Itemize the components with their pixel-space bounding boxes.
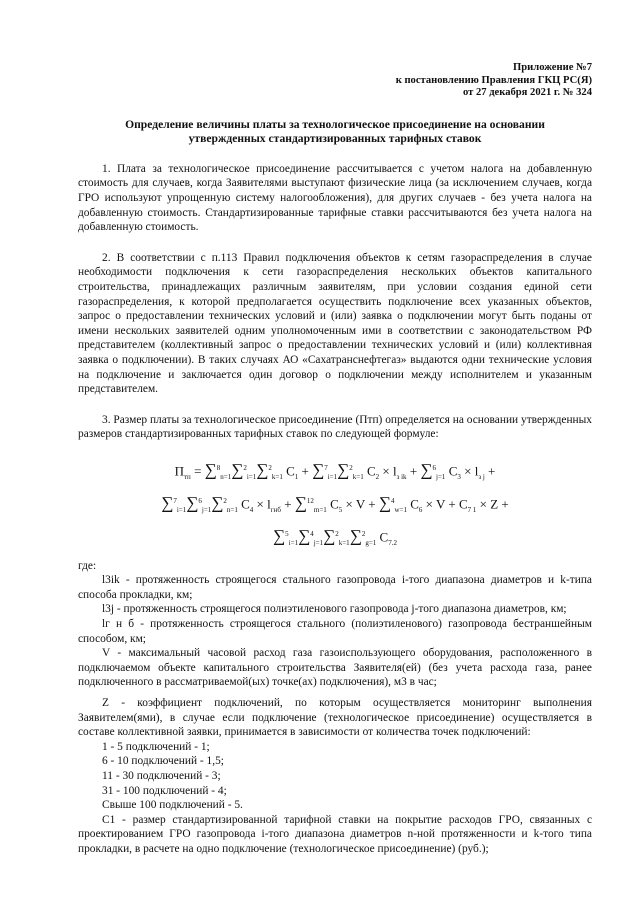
appendix-number: Приложение №7 bbox=[513, 62, 592, 73]
document-title bbox=[78, 118, 592, 146]
document-page bbox=[78, 62, 592, 857]
list-item: Свыше 100 подключений - 5. bbox=[102, 799, 243, 812]
definition-l3ik: l3ik - протяженность строящегося стального газопровода i-того диапазона диаметров и k-типа способа прокладки, км; bbox=[78, 574, 592, 601]
paragraph-3: 3. Размер платы за технологическое присоединение (Птп) определяется на основании утвержденных размеров стандартизированных тарифных ставок по следующей формуле: bbox=[78, 413, 592, 441]
tariff-formula bbox=[78, 456, 592, 555]
title-line-1: Определение величины платы за технологическое присоединение на основании bbox=[125, 117, 545, 131]
z-coefficient-list bbox=[78, 740, 592, 813]
appendix-decree: к постановлению Правления ГКЦ РС(Я) bbox=[395, 74, 592, 86]
title-line-2: утвержденных стандартизированных тарифных ставок bbox=[188, 131, 482, 145]
appendix-date: от 27 декабря 2021 г. № 324 bbox=[462, 87, 592, 99]
list-item: 6 - 10 подключений - 1,5; bbox=[102, 755, 224, 768]
appendix-header bbox=[78, 62, 592, 100]
paragraph-2: 2. В соответствии с п.113 Правил подключения объектов к сетям газораспределения в случае необходимости подключения к сети газораспределения нескольких объектов капитального строительства, принадлежащих различным заявителям, при условии создания единой сети газораспределения, к которой предполагается осуществить подключение всех указанных объектов, запрос о предоставлении технических условий и (или) заявка о подключении могут быть поданы от имени нескольких заявителей одним уполномоченным ими в соответствии с законодательством РФ представителем (коллективный запрос о предоставлении технических условий и (или) коллективная заявка о подключении). В таких случаях АО «Сахатранснефтегаз» выдаются одни технические условия на подключение и заключается один договор о подключении между исполнителем и указанным представителем. bbox=[78, 251, 592, 396]
formula-line-2: ∑$^7_{i=1}$∑$^6_{j=1}$∑$^2_{n=1}$ $C_4 \times l_{гнб} + \sum^{12}_{m=1}$ $C_5 \times V + \sum^4_{w=1}$ $C_6 \times V + C_{7 1} \times Z$ + bbox=[161, 493, 509, 514]
list-item: 1 - 5 подключений - 1; bbox=[102, 740, 210, 753]
definition-z: Z - коэффициент подключений, по которым осуществляется мониторинг выполнения Заявителем(ями), в случае если подключение (технологическое присоединение) осуществляется в составе коллективной заявки, принимается в зависимости от количества точек подключений: bbox=[78, 696, 592, 739]
where-label: где: bbox=[78, 559, 97, 572]
definition-lgnb: lг н б - протяженность строящегося стального (полиэтиленового) газопровода бестраншейным способом, км; bbox=[78, 618, 592, 645]
definition-v: V - максимальный часовой расход газа газоиспользующего оборудования, расположенного в подключаемом объекте капитального строительства Заявителя(ей) (без учета расхода газа, ранее подключенного в рассматриваемой(ых) точке(ах) подключения), м3 в час; bbox=[78, 647, 592, 689]
list-item: 11 - 30 подключений - 3; bbox=[102, 769, 221, 782]
definition-l3j: l3j - протяженность строящегося полиэтиленового газопровода j-того диапазона диаметров, км; bbox=[102, 603, 567, 616]
formula-line-1: $П_{тп} = \sum^8_{n=1}\sum^2_{i=1}\sum^2_{k=1}$ $C_1 + \sum^7_{i=1}\sum^2_{k=1}$ $C_2 \times l_{з ik} + \sum^6_{j=1}$ $C_3 \times l_{з j}$ + bbox=[174, 460, 496, 481]
definition-c1: C1 - размер стандартизированной тарифной ставки на покрытие расходов ГРО, связанных с проектированием ГРО газопровода i-того диапазона диаметров n-ной протяженности и k-того типа прокладки, в расчете на одно подключение (технологическое присоединение) (руб.); bbox=[78, 813, 592, 855]
formula-line-3: ∑$^5_{i=1}$∑$^4_{j=1}$∑$^2_{k=1}$∑$^2_{g=1}$ $C_{7.2}$ bbox=[273, 526, 397, 547]
list-item: 31 - 100 подключений - 4; bbox=[102, 784, 227, 797]
paragraph-1: 1. Плата за технологическое присоединение рассчитывается с учетом налога на добавленную стоимость для случаев, когда Заявителями выступают физические лица (за исключением случаев, когда ГРО используют упрощенную систему налогообложения), для других случаев - без учета налога на добавленную стоимость. Стандартизированные тарифные ставки рассчитываются без учета налога на добавленную стоимость. bbox=[78, 162, 592, 234]
